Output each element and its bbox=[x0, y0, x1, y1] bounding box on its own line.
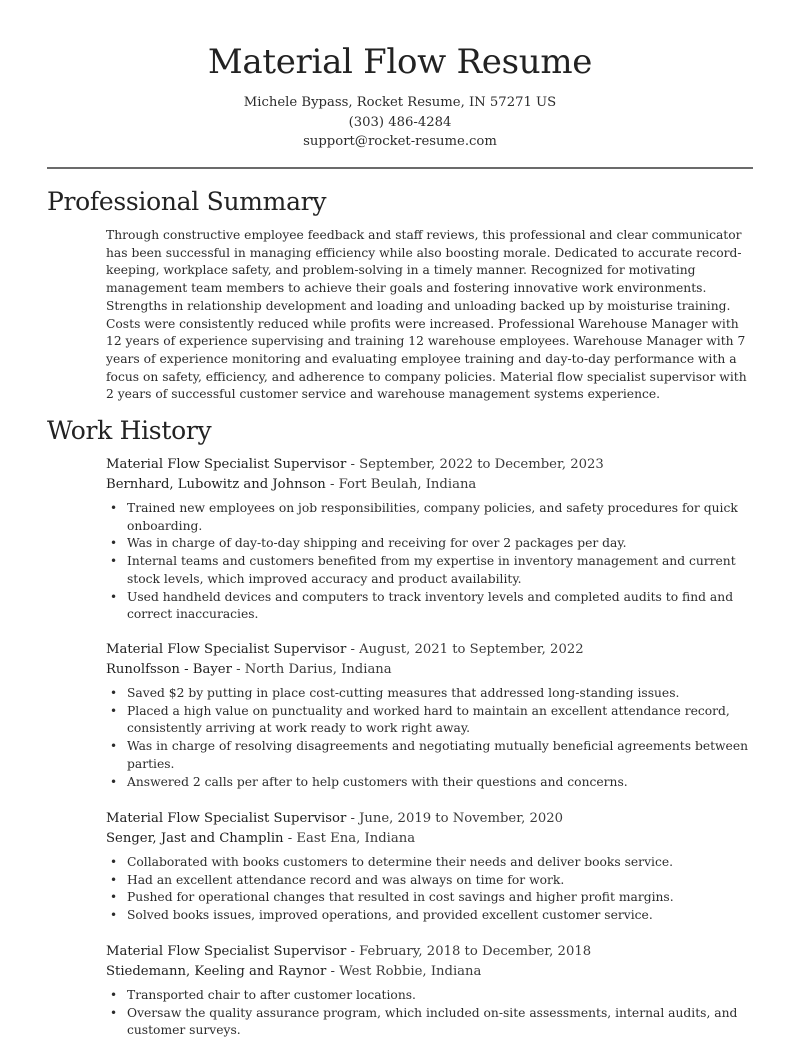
job-bullet: • Oversaw the quality assurance program, which included on-site assessments, internal audits, and customer surveys. bbox=[106, 1005, 766, 1040]
job-bullet: • Pushed for operational changes that resulted in cost savings and higher profit margins. bbox=[106, 889, 766, 907]
job-location: - East Ena, Indiana bbox=[283, 830, 416, 846]
job-dates: - September, 2022 to December, 2023 bbox=[346, 457, 604, 472]
job-bullet: • Solved books issues, improved operations, and provided excellent customer service. bbox=[106, 907, 766, 925]
summary-text: Through constructive employee feedback and staff reviews, this professional and clear communicator has been successful in managing efficiency while also boosting morale. Dedicated to accurate record-keeping, workplace safety, and problem-solving in a timely manner. Recognized for motivating management team members to achieve their goals and fostering innovative work environments. Strengths in relationship development and loading and unloading backed up by moisturise training. Costs were consistently reduced while profits were increased. Professional Warehouse Manager with 12 years of experience supervising and training 12 warehouse employees. Warehouse Manager with 7 years of experience monitoring and evaluating employee training and day-to-day performance with a focus on safety, efficiency, and adherence to company policies. Material flow specialist supervisor with 2 years of successful customer service and warehouse management systems experience. bbox=[106, 228, 747, 402]
job-bullets bbox=[106, 685, 766, 791]
job-entry bbox=[106, 942, 766, 1040]
job-title-line bbox=[106, 942, 766, 962]
resume-title: Material Flow Resume bbox=[207, 42, 593, 82]
job-company-line bbox=[106, 962, 766, 982]
job-dates: - August, 2021 to September, 2022 bbox=[346, 642, 584, 657]
contact-address: Michele Bypass, Rocket Resume, IN 57271 US bbox=[243, 95, 557, 110]
job-title-line bbox=[106, 809, 766, 829]
job-bullet: • Trained new employees on job responsibilities, company policies, and safety procedures for quick onboarding. bbox=[106, 500, 766, 535]
section-heading-work-history: Work History bbox=[47, 416, 212, 445]
job-dates: - February, 2018 to December, 2018 bbox=[346, 944, 592, 959]
job-bullet: • Internal teams and customers benefited from my expertise in inventory management and current stock levels, which improved accuracy and product availability. bbox=[106, 553, 766, 588]
job-bullet: • Collaborated with books customers to determine their needs and deliver books service. bbox=[106, 854, 766, 872]
job-entry bbox=[106, 455, 766, 624]
contact-info bbox=[0, 93, 800, 152]
job-dates: - June, 2019 to November, 2020 bbox=[346, 811, 564, 826]
job-title: Material Flow Specialist Supervisor bbox=[106, 811, 347, 826]
job-bullets bbox=[106, 854, 766, 925]
job-bullet: • Used handheld devices and computers to track inventory levels and completed audits to find and correct inaccuracies. bbox=[106, 589, 766, 624]
job-bullet: • Saved $2 by putting in place cost-cutting measures that addressed long-standing issues. bbox=[106, 685, 766, 703]
job-bullet: • Was in charge of day-to-day shipping and receiving for over 2 packages per day. bbox=[106, 535, 766, 553]
job-title-line bbox=[106, 455, 766, 475]
job-company: Senger, Jast and Champlin bbox=[106, 830, 284, 846]
job-title: Material Flow Specialist Supervisor bbox=[106, 944, 347, 959]
job-bullet: • Transported chair to after customer locations. bbox=[106, 987, 766, 1005]
header-divider bbox=[47, 167, 753, 169]
job-company-line bbox=[106, 475, 766, 495]
job-company: Stiedemann, Keeling and Raynor bbox=[106, 963, 327, 979]
job-company: Bernhard, Lubowitz and Johnson bbox=[106, 476, 326, 492]
job-bullet: • Answered 2 calls per after to help customers with their questions and concerns. bbox=[106, 774, 766, 792]
job-bullet: • Placed a high value on punctuality and worked hard to maintain an excellent attendance record, consistently arriving at work ready to work right away. bbox=[106, 703, 766, 738]
job-company: Runolfsson - Bayer bbox=[106, 661, 232, 677]
job-entry bbox=[106, 640, 766, 791]
job-location: - North Darius, Indiana bbox=[231, 661, 392, 677]
job-company-line bbox=[106, 829, 766, 849]
job-bullet: • Was in charge of resolving disagreements and negotiating mutually beneficial agreements between parties. bbox=[106, 738, 766, 773]
job-bullets bbox=[106, 987, 766, 1040]
job-entry bbox=[106, 809, 766, 925]
job-bullet: • Had an excellent attendance record and was always on time for work. bbox=[106, 872, 766, 890]
section-heading-summary: Professional Summary bbox=[47, 187, 327, 216]
job-bullets bbox=[106, 500, 766, 624]
contact-email: support@rocket-resume.com bbox=[303, 134, 497, 149]
job-location: - West Robbie, Indiana bbox=[326, 963, 482, 979]
job-company-line bbox=[106, 660, 766, 680]
job-title: Material Flow Specialist Supervisor bbox=[106, 642, 347, 657]
contact-phone: (303) 486-4284 bbox=[348, 114, 452, 130]
job-location: - Fort Beulah, Indiana bbox=[325, 476, 477, 492]
job-title-line bbox=[106, 640, 766, 660]
job-title: Material Flow Specialist Supervisor bbox=[106, 457, 347, 472]
